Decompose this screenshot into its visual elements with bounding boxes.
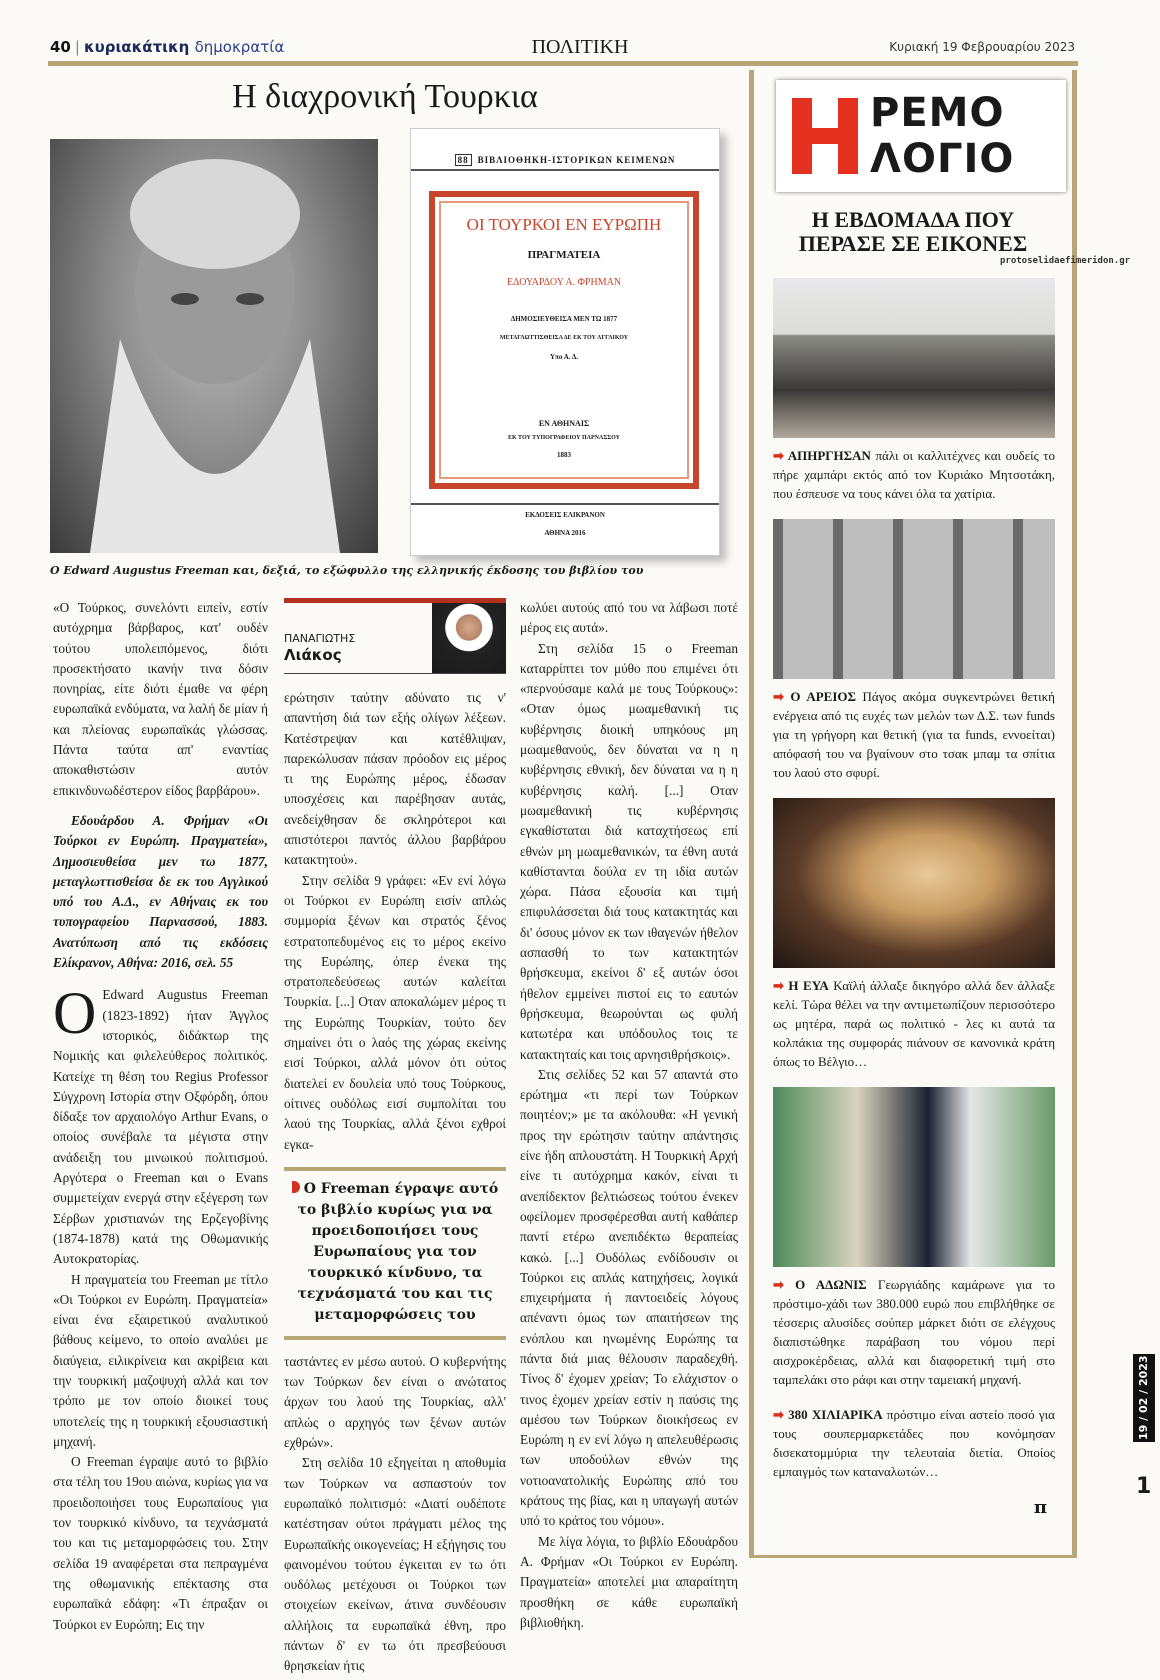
book-series-number: 88: [455, 154, 472, 166]
logo-line-2: ΛΟΓΙΟ: [870, 136, 1015, 182]
photo-supermarket: [773, 1087, 1055, 1267]
item-lead: ΑΠΗΡΓΗΣΑΝ: [787, 448, 871, 463]
photo-supreme-court: [773, 519, 1055, 679]
item-lead: Η ΕΥΑ: [788, 978, 829, 993]
pull-quote-bullet-icon: [292, 1181, 300, 1193]
book-cover-image: [410, 128, 720, 556]
arrow-icon: ➡: [773, 448, 788, 463]
sidebar-item: [773, 976, 1055, 1071]
quote-source: Εδουάρδου Α. Φρήμαν «Οι Τούρκοι εν Ευρώπη. Πραγματεία», Δημοσιευθείσα μεν τω 1877, μεταγλωττισθείσα δε εκ του Αγγλικού υπό του Α.Δ., εν Αθήναις εκ του τυπογραφείου Παρνασσού, 1883. Ανατύπωση από τις εκδόσεις Ελίκρανον, Αθήνα: 2016, σελ. 55: [53, 812, 268, 971]
body-paragraph: Στις σελίδες 52 και 57 απαντά στο ερώτημα «τι περί των Τούρκων ποιητέον;» με τα ακόλουθα: «Η γενική προς την ερώτησιν ταύτην απάντησις είνε ήδη απλουστάτη. Η Τουρκική Αρχή είνε τι αυτόχρημα κακόν, είναι τι ανεπίδεκτον βελτιώσεως τούτου ένεκεν οφείλομεν προσφέρεσθαι αυτή καθάπερ παντί ετέρω ανεπιδέκτω θεραπείας κακώ. [...] Ουδόλως ενδίδουσιν οι Τούρκοι εις απλάς κατηχήσεις, λογικά επιχειρήματα ή παντοειδείς λόγους απέναντι όμως των απαιτήσεων της ενόπλου και ηνωμένης Ευρώπης τα πάντα διά μιας θέλουσιν παραδεχθή. Τίνος δ' έχομεν χρείαν; Το ελάχιστον ο τινος έχομεν χρείαν εστίν η παύσις της αμέσου των Τούρκων διοικήσεως εν Ευρώπη η εν ενί λόγω η απελευθέρωσις των υποδούλων εθνών της νοτιοανατολικής Ευρώπης από του κράτους της βίας, και η υπαγωγή αυτών υπό το κράτος του νόμου».: [520, 1066, 738, 1529]
sidebar-heading: [754, 208, 1072, 256]
book-place: ΕΝ ΑΘΗΝΑΙΣ: [538, 419, 590, 428]
sidebar-remologio: [749, 70, 1131, 1558]
page-number: 40: [50, 38, 71, 56]
article-column-2: [284, 598, 506, 1677]
photo-parliament-protest: [773, 278, 1055, 438]
drop-cap: Ο: [53, 980, 97, 1047]
watermark: protoselidaefimeridon.gr: [1000, 256, 1131, 266]
photo-caption: Ο Edward Augustus Freeman και, δεξιά, το εξώφυλλο της ελληνικής έκδοσης του βιβλίου του: [50, 564, 644, 577]
book-translator: Υπο Α. Δ.: [549, 353, 579, 361]
item-text: Καϊλή άλλαξε δικηγόρο αλλά δεν άλλαξε κελί. Τώρα θέλει να την αντιμετωπίζουν περισσότερο ως μητέρα, παρά ως πολιτικό - λες κι αυτά τα κολπάκια της συμφοράς πιάνουν σε κανονικά κράτη όπως το Βέλγιο…: [773, 978, 1055, 1069]
article-column-1: [53, 598, 268, 1635]
body-paragraph: Η πραγματεία του Freeman με τίτλο «Οι Τούρκοι εν Ευρώπη. Πραγματεία» είναι ένα εξαιρετικού αναλυτικού βάθους κείμενο, το οποίο αναλύει με διαύγεια, ειλικρίνεια και ακρίβεια και την τουρκική μαζοψυχή αλλά και τον τρόπο με τον οποίο διοικεί τους υποτελείς της η τουρκική εξουσιαστική μηχανή.: [53, 1271, 268, 1449]
edge-date-tab: 19 / 02 / 2023: [1133, 1354, 1155, 1442]
body-paragraph: κωλύει αυτούς από του να λάβωσι ποτέ μέρος εις αυτά».: [520, 600, 738, 636]
edge-section-number: 1: [1136, 1474, 1152, 1499]
body-paragraph: Στη σελίδα 10 εξηγείται η αποθυμία των Τούρκων να ασπαστούν τον ευρωπαϊκό πολιτισμό: «Διατί ουδέποτε κατέστησαν ούτοι πράγματι μέλος της Ευρωπαϊκής οικογενείας; Η εξήγησις του φαινομένου τούτου έγκειται εν τω ότι ουδόλως μετέχουσι οι Τούρκοι των στοιχείων εκείνων, άτινα συνδέουσιν αλλήλοις τα ευρωπαϊκά έθνη, προ πάντων δ' εν τω ότι πρεσβεύουσι θρησκείαν ήτις: [284, 1455, 506, 1674]
section-title: ΠΟΛΙΤΙΚΗ: [531, 36, 629, 58]
book-subtitle: ΠΡΑΓΜΑΤΕΙΑ: [527, 249, 601, 261]
book-title: ΟΙ ΤΟΥΡΚΟΙ ΕΝ ΕΥΡΩΠΗ: [466, 215, 662, 234]
item-text: Γεωργιάδης καμάρωνε για το πρόστιμο-χάδι των 380.000 ευρώ που επιβλήθηκε σε τέσσερις αλυσίδες σούπερ μάρκετ διότι σε ελέγχους διαπιστώθηκε παράβαση του νόμου περί αισχροκέρδειας, αλλά και διαφορετική τιμή στο ταμπελάκι στο ράφι και στην ταμειακή μηχανή.: [773, 1277, 1055, 1387]
issue-date: Κυριακή 19 Φεβρουαρίου 2023: [889, 40, 1075, 54]
header-masthead: 40 | κυριακάτικη δημοκρατία: [50, 38, 285, 56]
body-paragraph: Ο Freeman έγραψε αυτό το βιβλίο στα τέλη του 19ου αιώνα, κυρίως για να προειδοποιήσει τους Ευρωπαίους για τον τουρκικό κίνδυνο, τα τεχνάσματά του και τις μεταμορφώσεις του. Στην σελίδα 19 αναφέρεται στα πεπραγμένα της οθωμανικής επέκτασης στα ευρωπαϊκά εδάφη: «Τι έπραξαν οι Τούρκοι εν Ευρώπη; Εις την: [53, 1454, 268, 1632]
sidebar-item: [773, 687, 1055, 782]
portrait-photo: [50, 139, 378, 553]
body-paragraph: Στη σελίδα 15 ο Freeman καταρρίπτει τον μύθο που επιμένει ότι «περνούσαμε καλά με τους Τούρκους»: «Οταν όμως μωαμεθανική τις κυβέρνησις διοική υπηκόους μη μωαμεθανούς, δεν δύναται να η η κυβέρνησις εθνική, δεν δύναται να η η κυβέρνησις καλή. [...] Οταν μωαμεθανική τις κυβέρνησις εγκαθίσταται διά καταχτήσεως επί εθνών μη μωαμεθανικών, τα έθνη αυτά καθίστανται δούλα εν τη ιδία αυτών χώρα. Πάσα εξουσία και τιμή επιφυλάσσεται διά τους κατακτητάς και δι' όσους μόνον εκ των ιθαγενών ήθελον ασπασθή το των κατακτητών θρήσκευμα, εκείνοι δ' εξ αυτών όσοι ήθελον εμμείνει πιστοί εις το εαυτών θρήσκευμα, θεωρούνται ως φυλή κατωτέρα και υπόδουλος τοις τε κατακτηταίς και τοις αρνησιθρήσκοις».: [520, 640, 738, 1062]
book-translated: ΜΕΤΑΓΛΩΤΤΙΣΘΕΙΣΑ ΔΕ ΕΚ ΤΟΥ ΑΓΓΛΙΚΟΥ: [499, 335, 629, 341]
paragraph-text: Edward Augustus Freeman (1823-1892) ήταν Άγγλος ιστορικός, διδάκτωρ της Νομικής και φιλελεύθερος πολιτικός. Κατείχε τη θέση του Regius Professor Σύγχρονη Ιστορία στην Οξφόρδη, όπου δίδαξε τον αρχαιολόγο Arthur Evans, ο οποίος συνέβαλε τα μέγιστα στην ανάδειξη του μινωικού πολιτισμού. Αργότερα ο Freeman και ο Evans συμμετείχαν ενεργά στην εξέγερση των Σέρβων χριστιανών της Ερζεγοβίνης (1874-1878) κατά της Οθωμανικής Αυτοκρατορίας.: [53, 987, 268, 1267]
item-text: Πάγος ακόμα συγκεντρώνει θετική ενέργεια από τις ευχές των μελών των Δ.Σ. των funds για τη γρήγορη και θετική (για τα funds, εννοείται) απόφασή του να βγαίνουν στο τσακ μπαμ τα σπίτια του λαού στο σφυρί.: [773, 689, 1055, 780]
logo-line-1: ΡΕΜΟ: [870, 90, 1005, 136]
pull-quote: [284, 1167, 506, 1340]
article-column-3: [520, 598, 738, 1633]
header-rule: [48, 61, 1078, 66]
photo-eva-kaili: [773, 798, 1055, 968]
logo-h-letter: [792, 98, 858, 174]
arrow-icon: ➡: [773, 689, 791, 704]
body-paragraph: ερώτησιν ταύτην αδύνατο τις ν' απαντήση διά των εξής ολίγων λέξεων. Κατέστρεψαν και κατέθλιψαν, παρεκώλυσαν πάσαν πρόοδον εις μέρος τι της Ευρώπης μέρος, έδωσαν υποσχέσεις και παρέβησαν αυτάς, ανεδείχθησαν δε σκληρότεροι και απιστότεροι παντός άλλου βαρβάρου κατακτητού».: [284, 690, 506, 868]
item-lead: Ο ΑΔΩΝΙΣ: [795, 1277, 867, 1292]
author-last-name: Λιάκος: [284, 646, 342, 664]
item-text: πάλι οι καλλιτέχνες και ουδείς το πήρε χαμπάρι εκτός από τον Κυριάκο Μητσοτάκη, που έσπευσε να τους κάνει όλα τα χατίρια.: [773, 448, 1056, 501]
arrow-icon: ➡: [773, 1407, 789, 1422]
book-published: ΔΗΜΟΣΙΕΥΘΕΙΣΑ ΜΕΝ ΤΩ 1877: [510, 315, 618, 323]
article-title: Η διαχρονική Τουρκια: [232, 78, 538, 115]
end-mark: π: [1033, 1497, 1047, 1518]
sidebar-heading-line-1: Η ΕΒΔΟΜΑΔΑ ΠΟΥ: [811, 207, 1015, 232]
sidebar-item: [773, 1405, 1055, 1481]
pull-quote-text: Ο Freeman έγραψε αυτό το βιβλίο κυρίως για να προειδοποιήσει τους Ευρωπαίους για τον τουρκικό κίνδυνο, τα τεχνάσματά του και τις μεταμορφώσεις του: [297, 1180, 499, 1323]
item-text: πρόστιμο είναι αστείο ποσό για τους σουπερμαρκετάδες που κονόμησαν δισεκατομμύρια την τελευταία διετία. Οποίος εμπαιγμός των καταναλωτών…: [773, 1407, 1055, 1479]
body-paragraph: [53, 980, 268, 1269]
sidebar-item: [773, 446, 1055, 503]
paper-name: κυριακάτικη: [83, 38, 190, 56]
opening-quote: «Ο Τούρκος, συνελόντι ειπείν, εστίν αυτόχρημα βάρβαρος, κατ' ουδέν τούτου υπολειπόμενος, διότι προσεκτήσατο ικανήν τινα δόσιν πονηρίας, είτε διότι έμαθε να φέρη ευρωπαϊκά ενδύματα, να λαλή δε μίαν ή και πλείονας ευρωπαϊκάς γλώσσας. Πάντα ταύτα απ' εναντίας αποκαθιστώσιν αυτόν επικινδυνωδέστερον είδος βαρβάρου».: [53, 600, 268, 798]
paper-name-light: δημοκρατία: [194, 38, 285, 56]
book-publisher: ΕΚΔΟΣΕΙΣ ΕΛΙΚΡΑΝΟΝ: [411, 503, 719, 519]
book-publisher-place: ΑΘΗΝΑ 2016: [544, 529, 586, 537]
author-photo: [432, 603, 506, 673]
book-printer: ΕΚ ΤΟΥ ΤΥΠΟΓΡΑΦΕΙΟΥ ΠΑΡΝΑΣΣΟΥ: [507, 435, 621, 441]
arrow-icon: ➡: [773, 1277, 796, 1292]
book-author: ΕΔΟΥΑΡΔΟΥ Α. ΦΡΗΜΑΝ: [506, 277, 622, 288]
author-first-name: ΠΑΝΑΓΙΩΤΗΣ: [284, 632, 356, 645]
author-byline: [284, 598, 506, 674]
book-series: ΒΙΒΛΙΟΘΗΚΗ-ΙΣΤΟΡΙΚΩΝ ΚΕΙΜΕΝΩΝ: [477, 155, 676, 165]
book-year: 1883: [557, 451, 571, 459]
sidebar-item: [773, 1275, 1055, 1389]
body-paragraph: Με λίγα λόγια, το βιβλίο Εδουάρδου Α. Φρήμαν «Οι Τούρκοι εν Ευρώπη. Πραγματεία» αποτελεί μια απαραίτητη προσθήκη σε κάθε ευρωπαϊκή βιβλιοθήκη.: [520, 1533, 738, 1630]
body-paragraph: Στην σελίδα 9 γράφει: «Εν ενί λόγω οι Τούρκοι εν Ευρώπη εισίν απλώς συμμορία ξένων και στρατός ξένος εστρατοπεδυμένος εις το μέρος εκείνο της Ευρώπης, όπερ ένεκα της στρατοπεδεύσεως αυτών καλείται Τουρκία. [...] Οταν αποκαλώμεν μέρος τι της Ευρώπης Τουρκίαν, τούτο δεν σημαίνει ότι ο λαός της χώρας εκείνης εισί Τούρκοι, αλλά μόνον ότι ούτος διατελεί εν δουλεία υπό τους Τούρκους, οίτινες ουδόλως εισί συμπολίται του λαού της Τουρκίας, αλλά ξένοι εχθροί εγκα-: [284, 872, 506, 1152]
sidebar-heading-line-2: ΠΕΡΑΣΕ ΣΕ ΕΙΚΟΝΕΣ: [798, 231, 1028, 256]
item-lead: Ο ΑΡΕΙΟΣ: [790, 689, 857, 704]
body-paragraph: ταστάντες εν μέσω αυτού. Ο κυβερνήτης των Τούρκων δεν είναι ο ανώτατος άρχων του λαού της Τουρκίας, αλλ' απλώς ο αρχηγός των ξένων αυτών εχθρών».: [284, 1353, 506, 1451]
arrow-icon: ➡: [773, 978, 789, 993]
remologio-logo: [776, 80, 1066, 192]
item-lead: 380 ΧΙΛΙΑΡΙΚΑ: [788, 1407, 883, 1422]
